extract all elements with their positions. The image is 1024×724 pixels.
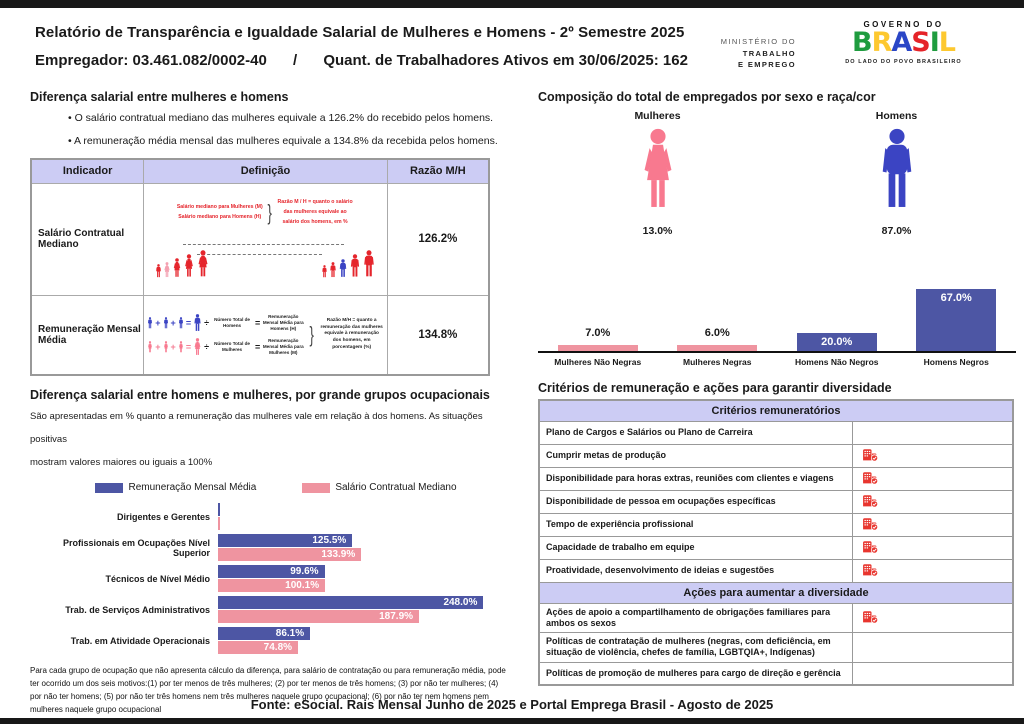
dashed-line [183,244,343,245]
criteria-section-header: Ações para aumentar a diversidade [539,582,1013,603]
women-group-icons [155,250,210,278]
person-icon [329,262,337,278]
governo-do-brasil-logo [811,20,996,65]
criteria-status-cell [853,633,1013,663]
ministry-line2: TRABALHO [742,48,796,58]
bar-value-label: 100.1% [285,580,320,592]
criteria-label: Ações de apoio a compartilhamento de obrigações familiares para ambos os sexos [539,603,853,633]
bar-slot [658,249,778,351]
ratio-value: 134.8% [387,295,489,375]
race-category-labels [538,357,1016,367]
women-result-text: Remuneração Mensal Média para Mulheres (M) [262,338,304,355]
bar [558,345,638,351]
bar-slot [897,249,1017,351]
bar-group [218,627,503,655]
woman-icon [637,128,679,212]
criteria-status-cell [853,490,1013,513]
bar-group [218,565,503,593]
person-icon [193,338,202,356]
criteria-label: Plano de Cargos e Salários ou Plano de Carreira [539,421,853,444]
person-icon [163,262,171,278]
men-result-text: Remuneração Mensal Média para Homens (H) [262,314,304,331]
category-label: Homens Negros [923,357,989,367]
bar-slot [538,249,658,351]
women-average-formula: + + = ÷ Número Total de Mulheres = Remuneração Mensal Média para Mulheres (M) [147,338,304,356]
bar-value-label: 133.9% [321,549,356,561]
women-percentage: 13.0% [642,225,673,237]
criteria-status-cell [853,536,1013,559]
bar-group [218,596,503,624]
occupational-chart-row [30,503,522,531]
bullet-median-salary: • O salário contratual mediano das mulheres equivale a 126.2% do recebido pelos homens. [68,112,522,124]
section-title-salary-gap: Diferença salarial entre mulheres e homens [30,90,289,104]
bullet-mean-salary: • A remuneração média mensal das mulheres equivale a 134.8% da recebida pelos homens. [68,135,522,147]
section-title-composition: Composição do total de empregados por sexo e raça/cor [538,90,876,104]
person-icon [196,250,210,278]
bar [677,345,757,351]
table-row [31,183,489,295]
ministry-line1: MINISTÉRIO DO [720,37,796,46]
occupational-chart-row [30,565,522,593]
bracket-glyph: } [267,200,272,225]
category-label: Técnicos de Nível Médio [105,574,210,585]
bar-value-label: 248.0% [443,597,478,609]
person-icon [349,254,361,278]
brasil-logo-text: BRASIL [851,27,955,58]
table-row [539,490,1013,513]
bar-value-label: 86.1% [275,628,305,640]
race-composition-chart [538,249,1016,353]
bar [916,289,996,351]
person-icon [193,314,202,332]
active-workers-count: Quant. de Trabalhadores Ativos em 30/06/2025: 162 [323,52,688,69]
criteria-status-cell [853,421,1013,444]
bar-value-label: 7.0% [585,326,611,339]
bar [218,565,325,578]
occupational-chart-row [30,627,522,655]
bar [218,610,419,623]
person-icon [178,317,184,329]
table-row [539,421,1013,444]
legend-swatch-blue [95,483,123,493]
section-title-criteria: Critérios de remuneração e ações para garantir diversidade [538,381,892,395]
criteria-section-header-row [539,582,1013,603]
person-icon [147,341,153,353]
criteria-label: Disponibilidade de pessoa em ocupações específicas [539,490,853,513]
occupational-chart-row [30,596,522,624]
category-label: Mulheres Negras [683,357,752,367]
legend-swatch-pink [302,483,330,493]
company-check-icon [861,537,879,554]
table-row [539,603,1013,633]
report-subtitle [35,52,775,69]
category-label: Dirigentes e Gerentes [116,512,210,523]
bottom-border-bar [0,718,1024,724]
right-column [538,90,1016,686]
table-row [539,444,1013,467]
chart-legend [30,482,522,493]
legend-label: Salário Contratual Mediano [335,482,457,494]
bar [218,627,310,640]
occupational-chart-row [30,534,522,562]
col-header-indicador: Indicador [31,159,144,183]
col-header-definicao: Definição [144,159,387,183]
median-salary-diagram [144,183,387,295]
chart-footnote: Para cada grupo de ocupação que não apresenta cálculo da diferença, para salário de contratação ou para remuneração média, pode ter ocorrido um dos seis motivos:(1) por ter menos de três mulheres; (2) por ter menos de três homens; (3) por não ter mulheres; (4) por não ter homens; (5) por não ter três homens nem três mulheres naquele grupo ocupacional; (6) por não ter nem homens nem mulheres naquele grupo ocupacional [30,666,506,714]
men-divisor-text: Número Total de Homens [214,317,250,328]
gov-top-text: GOVERNO DO [863,20,944,29]
bar-slot [777,249,897,351]
note-line1: São apresentadas em % quanto a remuneração das mulheres vale em relação à dos homens. As situações positivas [30,411,483,445]
bracket-glyph: } [309,321,315,347]
criteria-label: Políticas de promoção de mulheres para cargo de direção e gerência [539,662,853,685]
col-header-razao: Razão M/H [387,159,489,183]
indicator-table [30,158,490,376]
criteria-label: Proatividade, desenvolvimento de ideias e sugestões [539,559,853,582]
bar [218,534,352,547]
table-row [539,513,1013,536]
bar [797,333,877,351]
report-header [0,8,1024,90]
criteria-status-cell [853,603,1013,633]
top-border-bar [0,0,1024,8]
left-column [30,90,522,717]
women-label: Mulheres [634,110,681,122]
person-icon [321,265,328,278]
legend-label: Remuneração Mensal Média [128,482,257,494]
ministry-line3: E EMPREGO [737,60,796,70]
formula-women-line: Salário mediano para Mulheres (M) [176,204,263,211]
criteria-label: Tempo de experiência profissional [539,513,853,536]
ratio-explanation: Razão M/H = quanto a remuneração das mulheres equivale à remuneração dos homens, em porcentagem (%) [320,317,383,350]
criteria-section-header-row [539,400,1013,421]
bar [218,641,298,654]
ratio-value: 126.2% [387,183,489,295]
man-icon [876,128,918,212]
ratio-explanation: Razão M / H = quanto o salário das mulheres equivale ao salário dos homens, em % [277,199,353,225]
bar [218,548,361,561]
company-check-icon [861,445,879,462]
gov-slogan-text: DO LADO DO POVO BRASILEIRO [845,59,962,66]
company-check-icon [861,514,879,531]
company-check-icon [861,607,879,624]
indicator-name: Remuneração Mensal Média [31,295,144,375]
criteria-section-header: Critérios remuneratórios [539,400,1013,421]
criteria-table-body [539,400,1013,685]
women-pictogram [538,110,777,237]
criteria-label: Capacidade de trabalho em equipe [539,536,853,559]
mean-salary-diagram [144,295,387,375]
bar-value-label: 187.9% [379,611,414,623]
criteria-status-cell [853,513,1013,536]
criteria-status-cell [853,467,1013,490]
bar [218,596,483,609]
bar-value-label: 74.8% [263,642,293,654]
indicator-name: Salário Contratual Mediano [31,183,144,295]
bar-group [218,503,503,531]
criteria-status-cell [853,662,1013,685]
men-group-icons [321,250,376,278]
report-title: Relatório de Transparência e Igualdade Salarial de Mulheres e Homens - 2º Semestre 2025 [35,24,685,41]
category-label: Homens Não Negros [794,357,879,367]
category-label: Trab. em Atividade Operacionais [70,636,210,647]
men-percentage: 87.0% [881,225,912,237]
criteria-label: Cumprir metas de produção [539,444,853,467]
employer-id: Empregador: 03.461.082/0002-40 [35,52,267,69]
person-icon [147,317,153,329]
table-row [31,295,489,375]
bar-value-label: 125.5% [312,535,347,547]
category-label: Mulheres Não Negras [554,357,642,367]
bar [218,579,325,592]
occupational-note [30,406,522,474]
men-average-formula: + + = ÷ Número Total de Homens = Remuneração Mensal Média para Homens (H) [147,314,304,332]
bar [218,503,220,516]
criteria-label: Políticas de contratação de mulheres (negras, com deficiência, em situação de violência, chefes de família, LGBTQIA+, Indígenas) [539,633,853,663]
bar-value-label: 20.0% [821,335,853,348]
dashed-line [197,254,321,255]
ministry-wordmark [721,36,796,71]
men-pictogram [777,110,1016,237]
legend-item-remuneracao [95,482,256,493]
person-icon [163,317,169,329]
person-icon [362,250,376,278]
person-icon [183,254,195,278]
formula-men-line: Salário mediano para Homens (H) [178,214,262,220]
bar-value-label: 99.6% [290,566,319,578]
people-comparison-graphic [147,232,383,280]
criteria-status-cell [853,559,1013,582]
person-icon [163,341,169,353]
table-row [539,559,1013,582]
company-check-icon [861,468,879,485]
person-icon [338,259,348,278]
person-icon [155,264,162,278]
criteria-label: Disponibilidade para horas extras, reuniões com clientes e viagens [539,467,853,490]
criteria-status-cell [853,444,1013,467]
women-divisor-text: Número Total de Mulheres [214,341,250,352]
legend-item-salario [302,482,456,493]
note-line2: mostram valores maiores ou iguais a 100% [30,456,213,468]
bar-group [218,534,503,562]
company-check-icon [861,491,879,508]
category-label: Profissionais em Ocupações Nível Superior [62,538,210,559]
source-footer: Fonte: eSocial. Rais Mensal Junho de 2025 e Portal Emprega Brasil - Agosto de 2025 [250,697,774,712]
bar-value-label: 6.0% [704,327,730,340]
table-row [539,633,1013,663]
table-row [539,662,1013,685]
criteria-table [538,399,1014,686]
men-label: Homens [875,110,918,122]
table-row [539,467,1013,490]
person-icon [172,258,182,278]
subtitle-separator: / [292,52,298,69]
bar [218,517,220,530]
section-title-occupational: Diferença salarial entre homens e mulheres, por grande grupos ocupacionais [30,388,490,402]
company-check-icon [861,560,879,577]
table-row [539,536,1013,559]
person-icon [178,341,184,353]
occupational-chart [30,503,522,655]
sex-composition-pictogram [538,110,1016,237]
category-label: Trab. de Serviços Administrativos [65,605,210,616]
diagram-formula-lines [177,203,263,223]
bar-value-label: 67.0% [940,292,972,305]
